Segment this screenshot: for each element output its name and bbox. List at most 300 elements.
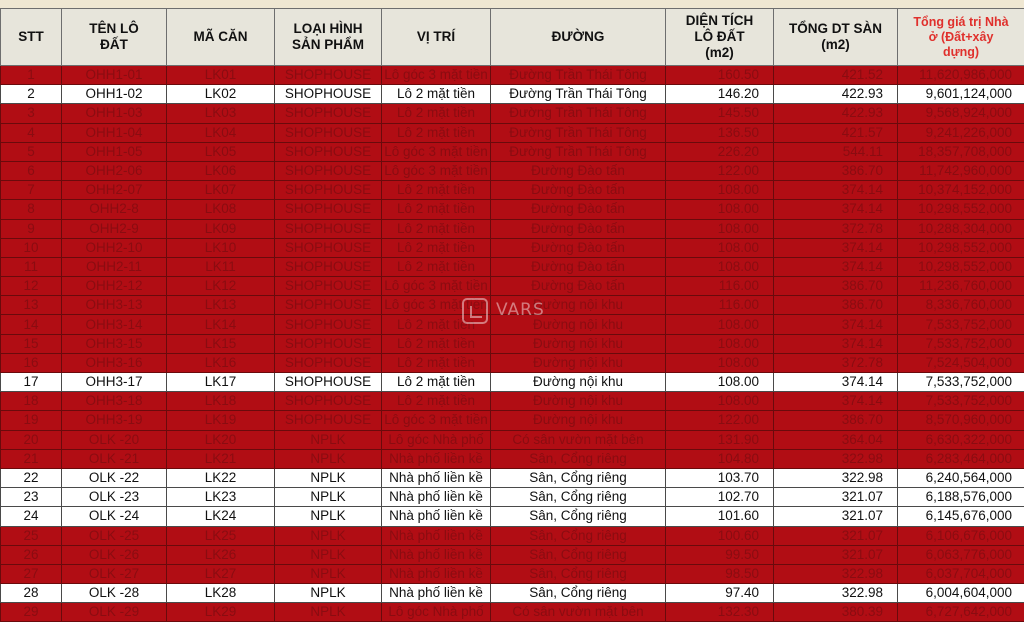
cell-position: Lô góc 3 mặt tiền	[382, 142, 491, 161]
cell-stt: 13	[1, 296, 62, 315]
cell-stt: 10	[1, 238, 62, 257]
table-row	[1, 488, 1024, 507]
table-row	[1, 104, 1024, 123]
cell-floor-area: 386.70	[774, 161, 898, 180]
cell-street: Đường nội khu	[491, 373, 666, 392]
cell-product-type: NPLK	[275, 603, 382, 622]
table-row	[1, 545, 1024, 564]
cell-street: Đường nội khu	[491, 315, 666, 334]
cell-position: Lô 2 mặt tiền	[382, 85, 491, 104]
cell-unit-code: LK20	[167, 430, 275, 449]
cell-street: Sân, Cổng riêng	[491, 507, 666, 526]
cell-floor-area: 421.57	[774, 123, 898, 142]
cell-total-value: 11,742,960,000	[898, 161, 1024, 180]
cell-floor-area: 364.04	[774, 430, 898, 449]
cell-lot-name: OHH3-17	[62, 373, 167, 392]
cell-position: Nhà phố liền kề	[382, 526, 491, 545]
header-lot-name: TÊN LÔ ĐẤT	[62, 9, 167, 66]
cell-stt: 28	[1, 584, 62, 603]
cell-product-type: SHOPHOUSE	[275, 373, 382, 392]
cell-product-type: NPLK	[275, 584, 382, 603]
cell-product-type: SHOPHOUSE	[275, 219, 382, 238]
cell-unit-code: LK29	[167, 603, 275, 622]
cell-stt: 26	[1, 545, 62, 564]
cell-lot-name: OLK -26	[62, 545, 167, 564]
cell-stt: 15	[1, 334, 62, 353]
cell-land-area: 103.70	[666, 468, 774, 487]
cell-stt: 25	[1, 526, 62, 545]
cell-total-value: 6,727,642,000	[898, 603, 1024, 622]
cell-land-area: 99.50	[666, 545, 774, 564]
cell-stt: 4	[1, 123, 62, 142]
sheet-top-strip	[0, 0, 1024, 8]
cell-total-value: 11,236,760,000	[898, 277, 1024, 296]
cell-street: Sân, Cổng riêng	[491, 488, 666, 507]
cell-street: Sân, Cổng riêng	[491, 468, 666, 487]
cell-lot-name: OHH1-01	[62, 66, 167, 85]
cell-stt: 14	[1, 315, 62, 334]
cell-lot-name: OLK -27	[62, 564, 167, 583]
cell-unit-code: LK12	[167, 277, 275, 296]
cell-lot-name: OHH1-05	[62, 142, 167, 161]
cell-position: Lô góc 3 mặt tiền	[382, 161, 491, 180]
cell-stt: 11	[1, 257, 62, 276]
cell-unit-code: LK04	[167, 123, 275, 142]
cell-position: Lô 2 mặt tiền	[382, 257, 491, 276]
cell-product-type: NPLK	[275, 468, 382, 487]
cell-floor-area: 321.07	[774, 526, 898, 545]
table-row	[1, 507, 1024, 526]
cell-land-area: 116.00	[666, 296, 774, 315]
cell-position: Lô góc Nhà phố	[382, 430, 491, 449]
table-row	[1, 468, 1024, 487]
cell-land-area: 108.00	[666, 353, 774, 372]
cell-land-area: 145.50	[666, 104, 774, 123]
cell-floor-area: 321.07	[774, 545, 898, 564]
cell-product-type: NPLK	[275, 449, 382, 468]
cell-unit-code: LK09	[167, 219, 275, 238]
cell-position: Nhà phố liền kề	[382, 507, 491, 526]
cell-street: Đường Trần Thái Tông	[491, 104, 666, 123]
cell-product-type: SHOPHOUSE	[275, 392, 382, 411]
cell-land-area: 98.50	[666, 564, 774, 583]
cell-street: Sân, Cổng riêng	[491, 526, 666, 545]
cell-floor-area: 374.14	[774, 315, 898, 334]
cell-stt: 2	[1, 85, 62, 104]
cell-floor-area: 421.52	[774, 66, 898, 85]
cell-street: Đường nội khu	[491, 411, 666, 430]
table-row	[1, 219, 1024, 238]
cell-total-value: 11,620,986,000	[898, 66, 1024, 85]
cell-land-area: 160.50	[666, 66, 774, 85]
cell-unit-code: LK25	[167, 526, 275, 545]
cell-stt: 9	[1, 219, 62, 238]
cell-street: Có sân vườn mặt bên	[491, 430, 666, 449]
cell-position: Lô 2 mặt tiền	[382, 353, 491, 372]
cell-position: Lô góc 3 mặt tiền	[382, 66, 491, 85]
cell-lot-name: OLK -20	[62, 430, 167, 449]
cell-lot-name: OLK -25	[62, 526, 167, 545]
cell-unit-code: LK16	[167, 353, 275, 372]
cell-lot-name: OLK -29	[62, 603, 167, 622]
cell-stt: 8	[1, 200, 62, 219]
cell-product-type: SHOPHOUSE	[275, 104, 382, 123]
cell-total-value: 7,533,752,000	[898, 373, 1024, 392]
cell-land-area: 108.00	[666, 334, 774, 353]
cell-land-area: 100.60	[666, 526, 774, 545]
table-row	[1, 142, 1024, 161]
header-unit-code: MÃ CĂN	[167, 9, 275, 66]
table-row	[1, 392, 1024, 411]
cell-total-value: 6,188,576,000	[898, 488, 1024, 507]
cell-lot-name: OHH2-9	[62, 219, 167, 238]
table-row	[1, 123, 1024, 142]
table-row	[1, 430, 1024, 449]
cell-stt: 22	[1, 468, 62, 487]
cell-lot-name: OHH3-15	[62, 334, 167, 353]
cell-floor-area: 422.93	[774, 104, 898, 123]
cell-lot-name: OHH3-16	[62, 353, 167, 372]
cell-lot-name: OHH2-07	[62, 181, 167, 200]
cell-total-value: 9,601,124,000	[898, 85, 1024, 104]
cell-total-value: 6,037,704,000	[898, 564, 1024, 583]
cell-unit-code: LK24	[167, 507, 275, 526]
cell-product-type: NPLK	[275, 430, 382, 449]
cell-street: Đường Đào tấn	[491, 161, 666, 180]
cell-position: Lô 2 mặt tiền	[382, 219, 491, 238]
cell-position: Nhà phố liền kề	[382, 449, 491, 468]
cell-total-value: 6,063,776,000	[898, 545, 1024, 564]
cell-land-area: 108.00	[666, 392, 774, 411]
cell-unit-code: LK22	[167, 468, 275, 487]
cell-unit-code: LK11	[167, 257, 275, 276]
cell-unit-code: LK05	[167, 142, 275, 161]
cell-lot-name: OHH2-12	[62, 277, 167, 296]
cell-product-type: SHOPHOUSE	[275, 334, 382, 353]
cell-floor-area: 386.70	[774, 411, 898, 430]
cell-floor-area: 372.78	[774, 353, 898, 372]
cell-floor-area: 322.98	[774, 584, 898, 603]
table-row	[1, 238, 1024, 257]
cell-land-area: 101.60	[666, 507, 774, 526]
cell-floor-area: 322.98	[774, 449, 898, 468]
cell-stt: 24	[1, 507, 62, 526]
cell-land-area: 108.00	[666, 315, 774, 334]
cell-land-area: 108.00	[666, 257, 774, 276]
cell-floor-area: 374.14	[774, 181, 898, 200]
cell-stt: 6	[1, 161, 62, 180]
cell-lot-name: OHH2-11	[62, 257, 167, 276]
cell-unit-code: LK21	[167, 449, 275, 468]
cell-stt: 23	[1, 488, 62, 507]
cell-position: Lô 2 mặt tiền	[382, 181, 491, 200]
price-table	[0, 8, 1024, 622]
cell-floor-area: 321.07	[774, 507, 898, 526]
cell-land-area: 97.40	[666, 584, 774, 603]
cell-floor-area: 544.11	[774, 142, 898, 161]
cell-land-area: 108.00	[666, 200, 774, 219]
cell-position: Nhà phố liền kề	[382, 468, 491, 487]
table-row	[1, 603, 1024, 622]
table-body	[1, 66, 1024, 622]
cell-lot-name: OLK -28	[62, 584, 167, 603]
cell-land-area: 131.90	[666, 430, 774, 449]
table-row	[1, 526, 1024, 545]
table-row	[1, 296, 1024, 315]
cell-lot-name: OLK -22	[62, 468, 167, 487]
cell-stt: 17	[1, 373, 62, 392]
cell-product-type: SHOPHOUSE	[275, 85, 382, 104]
cell-total-value: 6,240,564,000	[898, 468, 1024, 487]
cell-unit-code: LK07	[167, 181, 275, 200]
cell-street: Đường Trần Thái Tông	[491, 85, 666, 104]
cell-product-type: SHOPHOUSE	[275, 200, 382, 219]
table-row	[1, 161, 1024, 180]
cell-total-value: 9,241,226,000	[898, 123, 1024, 142]
cell-stt: 1	[1, 66, 62, 85]
cell-unit-code: LK23	[167, 488, 275, 507]
cell-land-area: 122.00	[666, 411, 774, 430]
cell-product-type: SHOPHOUSE	[275, 181, 382, 200]
table-row	[1, 85, 1024, 104]
cell-unit-code: LK28	[167, 584, 275, 603]
cell-total-value: 7,533,752,000	[898, 334, 1024, 353]
cell-total-value: 6,106,676,000	[898, 526, 1024, 545]
cell-position: Nhà phố liền kề	[382, 584, 491, 603]
cell-floor-area: 380.39	[774, 603, 898, 622]
cell-street: Đường Đào tấn	[491, 238, 666, 257]
cell-land-area: 108.00	[666, 373, 774, 392]
cell-position: Lô 2 mặt tiền	[382, 104, 491, 123]
cell-stt: 18	[1, 392, 62, 411]
table-row	[1, 564, 1024, 583]
cell-product-type: NPLK	[275, 488, 382, 507]
cell-product-type: SHOPHOUSE	[275, 353, 382, 372]
header-street: ĐƯỜNG	[491, 9, 666, 66]
cell-product-type: SHOPHOUSE	[275, 296, 382, 315]
cell-position: Lô góc Nhà phố	[382, 603, 491, 622]
cell-position: Lô 2 mặt tiền	[382, 392, 491, 411]
table-row	[1, 334, 1024, 353]
cell-unit-code: LK06	[167, 161, 275, 180]
cell-position: Nhà phố liền kề	[382, 564, 491, 583]
cell-lot-name: OHH2-8	[62, 200, 167, 219]
cell-lot-name: OLK -21	[62, 449, 167, 468]
cell-product-type: SHOPHOUSE	[275, 142, 382, 161]
cell-floor-area: 374.14	[774, 257, 898, 276]
cell-street: Đường Đào tấn	[491, 181, 666, 200]
cell-position: Lô góc 3 mặt tiền	[382, 411, 491, 430]
cell-street: Đường nội khu	[491, 334, 666, 353]
cell-unit-code: LK08	[167, 200, 275, 219]
cell-lot-name: OHH3-14	[62, 315, 167, 334]
cell-street: Sân, Cổng riêng	[491, 449, 666, 468]
header-total-value: Tổng giá trị Nhà ở (Đất+xây dựng)	[898, 9, 1024, 66]
table-row	[1, 584, 1024, 603]
cell-land-area: 122.00	[666, 161, 774, 180]
cell-product-type: SHOPHOUSE	[275, 411, 382, 430]
table-row	[1, 373, 1024, 392]
header-floor-area: TỔNG DT SÀN (m2)	[774, 9, 898, 66]
cell-stt: 19	[1, 411, 62, 430]
table-row	[1, 353, 1024, 372]
cell-position: Lô 2 mặt tiền	[382, 373, 491, 392]
cell-product-type: NPLK	[275, 564, 382, 583]
cell-floor-area: 372.78	[774, 219, 898, 238]
cell-position: Lô góc 3 mặt tiền	[382, 296, 491, 315]
cell-unit-code: LK15	[167, 334, 275, 353]
cell-street: Đường nội khu	[491, 353, 666, 372]
cell-product-type: NPLK	[275, 545, 382, 564]
cell-lot-name: OHH3-18	[62, 392, 167, 411]
cell-total-value: 7,524,504,000	[898, 353, 1024, 372]
cell-product-type: SHOPHOUSE	[275, 257, 382, 276]
cell-position: Lô 2 mặt tiền	[382, 334, 491, 353]
cell-floor-area: 321.07	[774, 488, 898, 507]
cell-position: Nhà phố liền kề	[382, 488, 491, 507]
cell-floor-area: 386.70	[774, 277, 898, 296]
cell-street: Đường nội khu	[491, 392, 666, 411]
cell-lot-name: OHH2-10	[62, 238, 167, 257]
cell-product-type: SHOPHOUSE	[275, 66, 382, 85]
cell-product-type: SHOPHOUSE	[275, 123, 382, 142]
cell-unit-code: LK17	[167, 373, 275, 392]
cell-street: Có sân vườn mặt bên	[491, 603, 666, 622]
table-row	[1, 200, 1024, 219]
cell-unit-code: LK10	[167, 238, 275, 257]
cell-position: Lô 2 mặt tiền	[382, 315, 491, 334]
cell-total-value: 8,570,960,000	[898, 411, 1024, 430]
cell-street: Đường Đào tấn	[491, 257, 666, 276]
cell-floor-area: 386.70	[774, 296, 898, 315]
cell-total-value: 8,336,760,000	[898, 296, 1024, 315]
cell-product-type: SHOPHOUSE	[275, 238, 382, 257]
cell-stt: 27	[1, 564, 62, 583]
cell-position: Lô góc 3 mặt tiền	[382, 277, 491, 296]
cell-street: Đường Đào tấn	[491, 219, 666, 238]
table-row	[1, 449, 1024, 468]
cell-position: Lô 2 mặt tiền	[382, 123, 491, 142]
cell-stt: 16	[1, 353, 62, 372]
header-stt: STT	[1, 9, 62, 66]
cell-product-type: SHOPHOUSE	[275, 277, 382, 296]
cell-street: Đường Đào tấn	[491, 277, 666, 296]
header-land-area: DIỆN TÍCH LÔ ĐẤT (m2)	[666, 9, 774, 66]
cell-unit-code: LK03	[167, 104, 275, 123]
cell-floor-area: 374.14	[774, 373, 898, 392]
cell-street: Đường Trần Thái Tông	[491, 123, 666, 142]
table-row	[1, 277, 1024, 296]
cell-lot-name: OHH2-06	[62, 161, 167, 180]
cell-product-type: NPLK	[275, 526, 382, 545]
header-row	[1, 9, 1024, 66]
cell-unit-code: LK13	[167, 296, 275, 315]
cell-total-value: 6,630,322,000	[898, 430, 1024, 449]
cell-floor-area: 322.98	[774, 564, 898, 583]
cell-total-value: 6,004,604,000	[898, 584, 1024, 603]
cell-product-type: NPLK	[275, 507, 382, 526]
cell-lot-name: OHH1-03	[62, 104, 167, 123]
cell-position: Nhà phố liền kề	[382, 545, 491, 564]
cell-unit-code: LK18	[167, 392, 275, 411]
cell-unit-code: LK26	[167, 545, 275, 564]
cell-street: Sân, Cổng riêng	[491, 564, 666, 583]
cell-lot-name: OLK -23	[62, 488, 167, 507]
cell-floor-area: 422.93	[774, 85, 898, 104]
cell-product-type: SHOPHOUSE	[275, 315, 382, 334]
cell-land-area: 104.80	[666, 449, 774, 468]
cell-unit-code: LK19	[167, 411, 275, 430]
cell-total-value: 9,568,924,000	[898, 104, 1024, 123]
cell-land-area: 108.00	[666, 219, 774, 238]
table-row	[1, 411, 1024, 430]
cell-total-value: 10,298,552,000	[898, 257, 1024, 276]
cell-lot-name: OLK -24	[62, 507, 167, 526]
header-position: VỊ TRÍ	[382, 9, 491, 66]
cell-stt: 12	[1, 277, 62, 296]
cell-land-area: 102.70	[666, 488, 774, 507]
cell-street: Đường Trần Thái Tông	[491, 142, 666, 161]
table-row	[1, 315, 1024, 334]
cell-street: Đường Đào tấn	[491, 200, 666, 219]
table-row	[1, 257, 1024, 276]
cell-product-type: SHOPHOUSE	[275, 161, 382, 180]
cell-floor-area: 374.14	[774, 334, 898, 353]
cell-street: Đường nội khu	[491, 296, 666, 315]
cell-unit-code: LK02	[167, 85, 275, 104]
cell-land-area: 146.20	[666, 85, 774, 104]
cell-total-value: 10,298,552,000	[898, 200, 1024, 219]
cell-lot-name: OHH3-19	[62, 411, 167, 430]
cell-street: Sân, Cổng riêng	[491, 584, 666, 603]
cell-stt: 5	[1, 142, 62, 161]
cell-stt: 29	[1, 603, 62, 622]
cell-street: Sân, Cổng riêng	[491, 545, 666, 564]
cell-street: Đường Trần Thái Tông	[491, 66, 666, 85]
cell-position: Lô 2 mặt tiền	[382, 238, 491, 257]
cell-total-value: 6,283,464,000	[898, 449, 1024, 468]
cell-land-area: 116.00	[666, 277, 774, 296]
cell-unit-code: LK27	[167, 564, 275, 583]
cell-unit-code: LK14	[167, 315, 275, 334]
cell-lot-name: OHH1-02	[62, 85, 167, 104]
cell-land-area: 136.50	[666, 123, 774, 142]
cell-land-area: 108.00	[666, 238, 774, 257]
table-row	[1, 66, 1024, 85]
cell-total-value: 6,145,676,000	[898, 507, 1024, 526]
cell-total-value: 7,533,752,000	[898, 315, 1024, 334]
cell-floor-area: 322.98	[774, 468, 898, 487]
cell-land-area: 226.20	[666, 142, 774, 161]
cell-lot-name: OHH1-04	[62, 123, 167, 142]
cell-unit-code: LK01	[167, 66, 275, 85]
cell-stt: 3	[1, 104, 62, 123]
cell-land-area: 132.30	[666, 603, 774, 622]
cell-floor-area: 374.14	[774, 200, 898, 219]
cell-total-value: 10,288,304,000	[898, 219, 1024, 238]
cell-position: Lô 2 mặt tiền	[382, 200, 491, 219]
cell-stt: 20	[1, 430, 62, 449]
cell-total-value: 10,298,552,000	[898, 238, 1024, 257]
header-product-type: LOẠI HÌNH SẢN PHẨM	[275, 9, 382, 66]
cell-stt: 7	[1, 181, 62, 200]
cell-lot-name: OHH3-13	[62, 296, 167, 315]
watermark-text: VARS	[496, 300, 545, 320]
cell-total-value: 10,374,152,000	[898, 181, 1024, 200]
table-row	[1, 181, 1024, 200]
cell-total-value: 18,357,708,000	[898, 142, 1024, 161]
cell-floor-area: 374.14	[774, 238, 898, 257]
